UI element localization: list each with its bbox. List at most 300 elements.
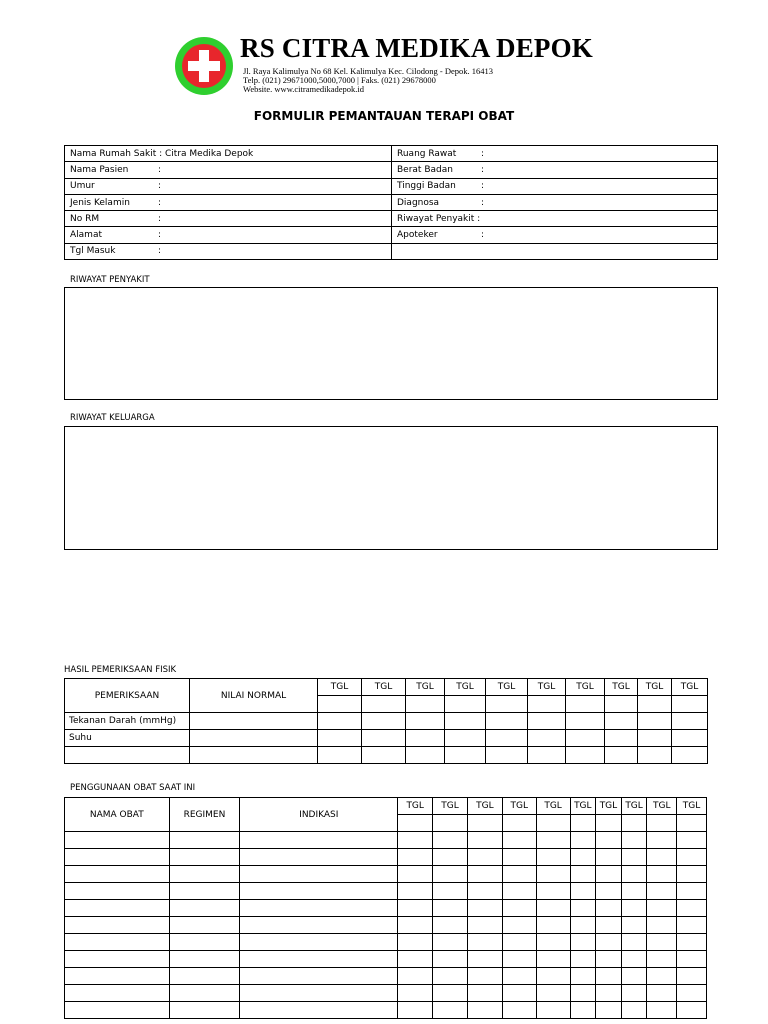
obat-cell[interactable] [398, 883, 433, 900]
obat-cell[interactable] [621, 866, 647, 883]
patient-info-row [65, 211, 718, 227]
patient-info-cell[interactable] [65, 243, 392, 259]
obat-cell[interactable] [647, 985, 677, 1002]
riwayat-keluarga-field[interactable] [64, 426, 718, 550]
obat-cell[interactable] [596, 883, 622, 900]
obat-cell[interactable] [596, 866, 622, 883]
date-cell[interactable] [605, 696, 638, 713]
col-nilai-normal: NILAI NORMAL [190, 679, 318, 713]
obat-cell[interactable] [240, 849, 398, 866]
patient-info-cell[interactable] [65, 162, 392, 178]
obat-cell[interactable] [398, 849, 433, 866]
obat-cell[interactable] [502, 1002, 536, 1019]
obat-cell[interactable] [570, 883, 596, 900]
patient-info-row [65, 162, 718, 178]
col-tgl: TGL [502, 798, 536, 815]
nilai-normal-cell[interactable] [190, 730, 318, 747]
obat-cell[interactable] [677, 968, 707, 985]
obat-cell[interactable] [398, 917, 433, 934]
obat-cell[interactable] [240, 951, 398, 968]
patient-info-cell[interactable] [65, 211, 392, 227]
obat-cell[interactable] [536, 951, 570, 968]
value-cell[interactable] [406, 713, 445, 730]
patient-info-separator: : [481, 197, 485, 208]
date-cell[interactable] [596, 815, 622, 832]
obat-cell[interactable] [398, 900, 433, 917]
patient-info-separator: : [158, 213, 162, 224]
hospital-address: Jl. Raya Kalimulya No 68 Kel. Kalimulya Kec. Cilodong - Depok. 16413 [243, 66, 493, 76]
value-cell[interactable] [605, 730, 638, 747]
obat-cell[interactable] [467, 934, 502, 951]
riwayat-penyakit-label: RIWAYAT PENYAKIT [70, 275, 150, 285]
obat-cell[interactable] [536, 866, 570, 883]
patient-info-label: Umur [70, 181, 95, 192]
obat-cell[interactable] [169, 985, 240, 1002]
patient-info-separator: : [481, 148, 485, 159]
obat-row [65, 968, 707, 985]
patient-info-cell[interactable] [65, 194, 392, 210]
obat-cell[interactable] [677, 866, 707, 883]
obat-cell[interactable] [536, 917, 570, 934]
date-cell[interactable] [318, 696, 362, 713]
patient-info-separator: : [158, 164, 162, 175]
col-tgl: TGL [467, 798, 502, 815]
obat-cell[interactable] [570, 1002, 596, 1019]
obat-cell[interactable] [570, 934, 596, 951]
col-nama-obat: NAMA OBAT [65, 798, 170, 832]
obat-cell[interactable] [596, 849, 622, 866]
nilai-normal-cell[interactable] [190, 747, 318, 764]
col-regimen: REGIMEN [169, 798, 240, 832]
value-cell[interactable] [605, 747, 638, 764]
obat-cell[interactable] [536, 849, 570, 866]
obat-row [65, 951, 707, 968]
obat-cell[interactable] [467, 900, 502, 917]
obat-cell[interactable] [169, 883, 240, 900]
obat-cell[interactable] [596, 934, 622, 951]
obat-cell[interactable] [65, 985, 170, 1002]
obat-cell[interactable] [398, 968, 433, 985]
value-cell[interactable] [528, 713, 566, 730]
obat-cell[interactable] [398, 951, 433, 968]
obat-cell[interactable] [169, 934, 240, 951]
value-cell[interactable] [638, 730, 672, 747]
obat-cell[interactable] [502, 934, 536, 951]
obat-cell[interactable] [433, 985, 468, 1002]
obat-row [65, 985, 707, 1002]
obat-cell[interactable] [647, 968, 677, 985]
col-tgl: TGL [638, 679, 672, 696]
riwayat-penyakit-field[interactable] [64, 287, 718, 400]
obat-cell[interactable] [677, 917, 707, 934]
obat-cell[interactable] [677, 934, 707, 951]
hospital-website: Website. www.citramedikadepok.id [243, 84, 365, 94]
fisik-row-label [65, 747, 190, 764]
obat-cell[interactable] [502, 951, 536, 968]
col-tgl: TGL [362, 679, 406, 696]
obat-cell[interactable] [596, 917, 622, 934]
obat-cell[interactable] [467, 917, 502, 934]
obat-cell[interactable] [65, 917, 170, 934]
obat-row [65, 866, 707, 883]
obat-cell[interactable] [240, 900, 398, 917]
col-tgl: TGL [605, 679, 638, 696]
col-pemeriksaan: PEMERIKSAAN [65, 679, 190, 713]
obat-cell[interactable] [169, 917, 240, 934]
obat-cell[interactable] [570, 968, 596, 985]
value-cell[interactable] [318, 713, 362, 730]
obat-cell[interactable] [433, 900, 468, 917]
obat-cell[interactable] [570, 951, 596, 968]
obat-cell[interactable] [677, 900, 707, 917]
obat-cell[interactable] [65, 883, 170, 900]
obat-cell[interactable] [467, 951, 502, 968]
value-cell[interactable] [318, 730, 362, 747]
value-cell[interactable] [486, 747, 528, 764]
patient-info-row [65, 227, 718, 243]
patient-info-separator: : [481, 230, 485, 241]
obat-row [65, 934, 707, 951]
col-tgl: TGL [621, 798, 647, 815]
hospital-phone: Telp. (021) 29671000,5000,7000 | Faks. (021) 29678000 [243, 75, 436, 85]
obat-row [65, 883, 707, 900]
obat-cell[interactable] [169, 832, 240, 849]
obat-cell[interactable] [502, 985, 536, 1002]
hasil-fisik-table [64, 678, 708, 764]
date-cell[interactable] [566, 696, 605, 713]
col-tgl: TGL [566, 679, 605, 696]
value-cell[interactable] [486, 713, 528, 730]
obat-cell[interactable] [621, 883, 647, 900]
patient-info-row [65, 178, 718, 194]
obat-cell[interactable] [502, 917, 536, 934]
fisik-header-row [65, 679, 708, 696]
obat-cell[interactable] [467, 832, 502, 849]
col-indikasi: INDIKASI [240, 798, 398, 832]
obat-cell[interactable] [433, 883, 468, 900]
obat-cell[interactable] [570, 985, 596, 1002]
col-tgl: TGL [536, 798, 570, 815]
obat-cell[interactable] [536, 934, 570, 951]
fisik-row-label: Tekanan Darah (mmHg) [65, 713, 190, 730]
patient-info-label: Tinggi Badan [397, 181, 456, 192]
patient-info-label: Jenis Kelamin [70, 197, 130, 208]
obat-cell[interactable] [647, 917, 677, 934]
patient-info-row [65, 243, 718, 259]
col-tgl: TGL [677, 798, 707, 815]
obat-cell[interactable] [621, 917, 647, 934]
obat-cell[interactable] [433, 849, 468, 866]
obat-cell[interactable] [536, 832, 570, 849]
date-cell[interactable] [502, 815, 536, 832]
patient-info-cell[interactable] [65, 178, 392, 194]
value-cell[interactable] [672, 713, 708, 730]
obat-cell[interactable] [677, 849, 707, 866]
patient-info-cell[interactable] [392, 194, 718, 210]
obat-title: PENGGUNAAN OBAT SAAT INI [70, 783, 196, 793]
patient-info-cell[interactable] [392, 243, 718, 259]
value-cell[interactable] [362, 713, 406, 730]
patient-info-cell[interactable] [392, 146, 718, 162]
col-tgl: TGL [445, 679, 486, 696]
patient-info-separator: : [158, 230, 162, 241]
date-cell[interactable] [528, 696, 566, 713]
obat-cell[interactable] [621, 1002, 647, 1019]
obat-cell[interactable] [240, 1002, 398, 1019]
date-cell[interactable] [445, 696, 486, 713]
obat-cell[interactable] [536, 985, 570, 1002]
obat-cell[interactable] [65, 900, 170, 917]
patient-info-cell[interactable] [392, 178, 718, 194]
fisik-row-label: Suhu [65, 730, 190, 747]
obat-cell[interactable] [596, 1002, 622, 1019]
obat-cell[interactable] [536, 883, 570, 900]
obat-cell[interactable] [398, 1002, 433, 1019]
obat-cell[interactable] [169, 951, 240, 968]
fisik-row [65, 713, 708, 730]
date-cell[interactable] [362, 696, 406, 713]
date-cell[interactable] [406, 696, 445, 713]
value-cell[interactable] [318, 747, 362, 764]
date-cell[interactable] [638, 696, 672, 713]
obat-cell[interactable] [65, 1002, 170, 1019]
obat-cell[interactable] [467, 866, 502, 883]
obat-cell[interactable] [169, 1002, 240, 1019]
patient-info-label: Riwayat Penyakit : [397, 213, 481, 224]
patient-info-table [64, 145, 718, 260]
obat-cell[interactable] [647, 900, 677, 917]
patient-info-separator: : [158, 246, 162, 257]
value-cell[interactable] [605, 713, 638, 730]
value-cell[interactable] [486, 730, 528, 747]
patient-info-cell[interactable] [392, 227, 718, 243]
value-cell[interactable] [445, 713, 486, 730]
patient-info-row [65, 194, 718, 210]
obat-cell[interactable] [433, 832, 468, 849]
obat-cell[interactable] [433, 917, 468, 934]
obat-table [64, 797, 707, 1019]
col-tgl: TGL [570, 798, 596, 815]
date-cell[interactable] [621, 815, 647, 832]
obat-cell[interactable] [596, 985, 622, 1002]
obat-cell[interactable] [621, 985, 647, 1002]
col-tgl: TGL [596, 798, 622, 815]
patient-info-cell[interactable] [392, 162, 718, 178]
obat-cell[interactable] [647, 951, 677, 968]
obat-cell[interactable] [647, 883, 677, 900]
col-tgl: TGL [528, 679, 566, 696]
obat-cell[interactable] [621, 900, 647, 917]
value-cell[interactable] [445, 747, 486, 764]
obat-cell[interactable] [502, 832, 536, 849]
patient-info-separator: : [158, 197, 162, 208]
patient-info-label: Diagnosa [397, 197, 440, 208]
patient-info-label: Alamat [70, 230, 102, 241]
obat-cell[interactable] [502, 968, 536, 985]
patient-info-cell[interactable] [65, 227, 392, 243]
obat-cell[interactable] [240, 968, 398, 985]
obat-cell[interactable] [596, 951, 622, 968]
obat-cell[interactable] [240, 866, 398, 883]
obat-cell[interactable] [621, 968, 647, 985]
obat-cell[interactable] [596, 900, 622, 917]
obat-cell[interactable] [677, 985, 707, 1002]
hasil-fisik-title: HASIL PEMERIKSAAN FISIK [64, 665, 177, 675]
value-cell[interactable] [406, 747, 445, 764]
patient-info-label: Nama Pasien [70, 164, 129, 175]
obat-cell[interactable] [398, 985, 433, 1002]
value-cell[interactable] [672, 730, 708, 747]
obat-cell[interactable] [169, 866, 240, 883]
obat-cell[interactable] [647, 849, 677, 866]
obat-cell[interactable] [240, 985, 398, 1002]
obat-cell[interactable] [621, 832, 647, 849]
patient-info-row [65, 146, 718, 162]
nilai-normal-cell[interactable] [190, 713, 318, 730]
obat-cell[interactable] [536, 900, 570, 917]
fisik-row [65, 730, 708, 747]
value-cell[interactable] [566, 747, 605, 764]
patient-info-label: Apoteker [397, 230, 438, 241]
patient-info-cell[interactable] [65, 146, 392, 162]
obat-cell[interactable] [677, 1002, 707, 1019]
patient-info-label: No RM [70, 213, 100, 224]
obat-cell[interactable] [240, 832, 398, 849]
obat-cell[interactable] [169, 900, 240, 917]
patient-info-label: Ruang Rawat [397, 148, 457, 159]
obat-cell[interactable] [240, 934, 398, 951]
obat-cell[interactable] [536, 968, 570, 985]
obat-cell[interactable] [433, 951, 468, 968]
fisik-row [65, 747, 708, 764]
obat-cell[interactable] [570, 832, 596, 849]
obat-cell[interactable] [398, 934, 433, 951]
obat-cell[interactable] [502, 883, 536, 900]
obat-cell[interactable] [536, 1002, 570, 1019]
obat-cell[interactable] [433, 1002, 468, 1019]
obat-cell[interactable] [467, 883, 502, 900]
date-cell[interactable] [486, 696, 528, 713]
obat-row [65, 1002, 707, 1019]
hospital-logo [174, 36, 234, 96]
date-cell[interactable] [398, 815, 433, 832]
patient-info-cell[interactable] [392, 211, 718, 227]
obat-cell[interactable] [467, 849, 502, 866]
date-cell[interactable] [647, 815, 677, 832]
value-cell[interactable] [362, 747, 406, 764]
obat-cell[interactable] [240, 917, 398, 934]
obat-cell[interactable] [647, 1002, 677, 1019]
obat-cell[interactable] [65, 849, 170, 866]
obat-cell[interactable] [677, 883, 707, 900]
value-cell[interactable] [445, 730, 486, 747]
value-cell[interactable] [638, 713, 672, 730]
obat-cell[interactable] [647, 866, 677, 883]
value-cell[interactable] [566, 730, 605, 747]
obat-cell[interactable] [467, 968, 502, 985]
value-cell[interactable] [406, 730, 445, 747]
value-cell[interactable] [638, 747, 672, 764]
obat-row [65, 900, 707, 917]
value-cell[interactable] [362, 730, 406, 747]
patient-info-label: Nama Rumah Sakit : Citra Medika Depok [70, 148, 254, 159]
obat-cell[interactable] [502, 866, 536, 883]
value-cell[interactable] [672, 747, 708, 764]
date-cell[interactable] [467, 815, 502, 832]
col-tgl: TGL [672, 679, 708, 696]
obat-cell[interactable] [677, 832, 707, 849]
patient-info-label: Tgl Masuk [70, 246, 116, 257]
value-cell[interactable] [528, 747, 566, 764]
obat-cell[interactable] [65, 951, 170, 968]
value-cell[interactable] [566, 713, 605, 730]
obat-cell[interactable] [467, 985, 502, 1002]
form-title: FORMULIR PEMANTAUAN TERAPI OBAT [253, 109, 515, 123]
obat-cell[interactable] [621, 849, 647, 866]
patient-info-label: Berat Badan [397, 164, 453, 175]
col-tgl: TGL [647, 798, 677, 815]
obat-cell[interactable] [169, 968, 240, 985]
obat-cell[interactable] [647, 832, 677, 849]
obat-cell[interactable] [621, 951, 647, 968]
patient-info-separator: : [158, 181, 162, 192]
obat-row [65, 917, 707, 934]
obat-cell[interactable] [398, 866, 433, 883]
obat-row [65, 849, 707, 866]
obat-cell[interactable] [570, 900, 596, 917]
obat-cell[interactable] [467, 1002, 502, 1019]
col-tgl: TGL [318, 679, 362, 696]
obat-cell[interactable] [65, 934, 170, 951]
obat-cell[interactable] [647, 934, 677, 951]
date-cell[interactable] [433, 815, 468, 832]
obat-cell[interactable] [621, 934, 647, 951]
value-cell[interactable] [528, 730, 566, 747]
obat-cell[interactable] [502, 900, 536, 917]
obat-header-row [65, 798, 707, 815]
obat-cell[interactable] [570, 917, 596, 934]
obat-cell[interactable] [65, 832, 170, 849]
date-cell[interactable] [570, 815, 596, 832]
obat-cell[interactable] [596, 832, 622, 849]
obat-cell[interactable] [433, 934, 468, 951]
obat-cell[interactable] [570, 866, 596, 883]
hospital-name: RS CITRA MEDIKA DEPOK [240, 33, 593, 63]
col-tgl: TGL [406, 679, 445, 696]
patient-info-separator: : [481, 164, 485, 175]
date-cell[interactable] [536, 815, 570, 832]
riwayat-keluarga-label: RIWAYAT KELUARGA [70, 413, 155, 423]
obat-cell[interactable] [677, 951, 707, 968]
obat-cell[interactable] [570, 849, 596, 866]
col-tgl: TGL [486, 679, 528, 696]
obat-cell[interactable] [169, 849, 240, 866]
obat-cell[interactable] [433, 866, 468, 883]
col-tgl: TGL [433, 798, 468, 815]
obat-cell[interactable] [502, 849, 536, 866]
date-cell[interactable] [672, 696, 708, 713]
obat-cell[interactable] [596, 968, 622, 985]
obat-row [65, 832, 707, 849]
date-cell[interactable] [677, 815, 707, 832]
col-tgl: TGL [398, 798, 433, 815]
obat-cell[interactable] [240, 883, 398, 900]
patient-info-separator: : [481, 181, 485, 192]
obat-cell[interactable] [398, 832, 433, 849]
obat-cell[interactable] [65, 968, 170, 985]
obat-cell[interactable] [65, 866, 170, 883]
obat-cell[interactable] [433, 968, 468, 985]
